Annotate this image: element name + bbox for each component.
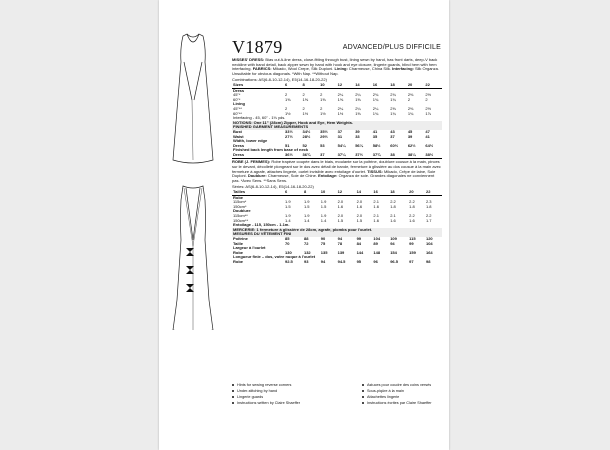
fabrics-label: FABRICS: [252,66,272,72]
table-cell: 2.1 [373,213,379,218]
table-cell: 36½ [285,151,293,157]
french-metrage-table [232,190,442,265]
bullet-icon [232,390,234,392]
bullet-icon [362,396,364,398]
table-cell: 70 [285,240,290,246]
table-cell: 104 [373,235,381,241]
table-cell: 2⅜ [390,105,396,111]
table-cell: 14 [354,83,372,88]
table-cell: 52 [302,142,307,148]
pattern-number: V1879 [232,37,283,57]
row-label: 115cm* [233,199,247,205]
table-cell: 1¾ [372,110,379,116]
table-cell: 2.2 [390,199,396,205]
fabrics-text: Mikado, Wool Crepe, Silk Dupioni. [272,66,334,72]
table-cell: 1.9 [320,199,327,205]
note-text: Under-stitching by hand [237,389,278,393]
table-cell: 45 [407,128,413,134]
table-cell: 36¾ [302,151,311,157]
table-cell: 99 [409,240,414,246]
table-cell: 12 [337,190,356,195]
table-cell: 6 [284,190,303,195]
table-cell: 1.6 [409,217,415,223]
table-cell: 16 [372,83,390,88]
table-cell: 2½ [425,92,431,98]
table-cell: 33½ [285,128,293,134]
table-cell: 72 [303,240,309,246]
table-cell: 130 [285,249,292,255]
note-item [362,400,467,406]
table-cell: 1.5 [356,217,363,223]
table-cell: 1.7 [425,217,432,223]
table-cell: 2.1 [390,213,396,218]
table-cell: 1½ [337,110,344,116]
table-cell: 37 [337,128,343,134]
table-cell: 2 [407,96,411,102]
table-cell: 2.2 [409,213,415,218]
table-cell: 37¼ [337,151,346,157]
table-cell: 41 [425,133,430,139]
lining-label: Lining: [334,66,348,72]
french-title: ROBE (J. FEMMES): [232,159,271,165]
table-cell: 95 [356,258,362,264]
table-cell: 92.5 [285,258,293,264]
row-label: 60"** [233,110,242,116]
table-cell: 144 [356,249,364,255]
table-cell: 2⅜ [407,92,414,98]
table-cell: 154 [390,249,397,255]
table-cell: 43 [390,128,395,134]
interfacing-label: Interfacing: [392,66,414,72]
table-cell: 2.2 [425,213,432,218]
interfacing-text: Silk Organza. Unsuitable for obvious diagonals. [232,66,439,76]
table-cell: 12 [337,83,355,88]
table-cell: 64½ [425,142,434,148]
table-cell: 28½ [302,133,311,139]
bowtie-marker-icon [186,248,194,256]
doublure-label: Doublure: [247,173,267,179]
english-description-text: Bias cut A-line dress, close-fitting through bust, lining sewn by hand, has front darts, deep-V back neckline with band detail, back zipper sewn by hand with hook and eye closure, lingerie guards, blind hem with hem interfacing. [232,57,438,72]
lining-text: Charmeuse, China Silk. [348,66,391,72]
table-cell: 2¼ [355,105,361,111]
table-cell: 35 [372,133,378,139]
table-cell: 1¾ [407,110,414,116]
table-cell: 93 [303,258,309,264]
table-cell: 1.6 [373,203,379,209]
table-cell: 10 [319,83,337,88]
table-cell: 164 [425,249,433,255]
table-cell: 159 [409,249,416,255]
sens-note: *Avec Sens. **Sans Sens. [240,177,288,183]
table-cell: 1⅝ [285,96,291,102]
table-cell: 29½ [320,133,328,139]
english-notes [232,382,337,406]
table-cell: 51 [285,142,290,148]
english-description [232,58,442,76]
table-cell: 37 [390,133,395,139]
nap-note: *With Nap. **Without Nap. [292,70,339,76]
row-label: 60"* [233,96,241,102]
row-label: Robe [233,258,243,264]
table-cell: 94 [390,240,395,246]
row-label: Bust [233,128,242,134]
table-cell: 1¾ [372,96,379,102]
table-cell: 89 [373,240,378,246]
bullet-icon [362,390,364,392]
note-text: Hints for sewing reverse corners [237,383,292,387]
table-cell: 39 [355,128,360,134]
section-label: Width, lower edge [233,138,268,144]
section-label: FINISHED GARMENT MEASUREMENTS [232,125,442,130]
table-cell: 97 [409,258,414,264]
table-cell: 1.8 [390,203,396,209]
row-label: Dress [233,151,245,157]
table-cell: 54¼ [337,142,346,148]
table-cell: 14 [356,190,373,195]
table-cell: 1.6 [356,203,363,209]
table-cell: 1.9 [303,213,310,218]
table-cell: 1.5 [285,203,291,209]
table-cell: 1⅝ [320,96,326,102]
table-cell: 94 [320,258,326,264]
bowtie-marker-icon [186,266,194,274]
table-cell: 35½ [320,128,328,134]
note-item [232,400,337,406]
table-cell: 47 [425,128,430,134]
table-cell: 2¼ [337,92,344,98]
note-text: Sous-piqûre à la main [367,389,404,393]
french-description [232,160,442,183]
table-cell: 2¾ [372,92,379,98]
table-row [232,260,442,265]
table-cell: 18 [389,190,408,195]
table-cell: 1⅝ [355,96,361,102]
tissus-text: Mikado, Crêpe de laine, Soie Dupioni. [232,168,436,179]
table-cell: 85 [285,235,290,241]
note-text: Attachettes lingerie [367,395,400,399]
table-cell: 98 [425,258,431,264]
section-label: MESURES DU VÊTEMENT FINI [232,232,442,237]
table-cell: 38½ [425,151,434,157]
table-cell: 8 [303,190,320,195]
row-label: Dress [233,142,245,148]
table-cell: 2.0 [356,199,363,205]
table-cell: 2 [425,96,428,102]
note-text: Instructions written by Claire Shaeffer [237,401,301,405]
table-cell: 115 [409,235,416,241]
table-cell: 1.9 [320,213,327,218]
back-view-drawing [173,186,213,330]
table-cell: 16 [372,190,389,195]
section-label: Longueur finie – dos, votre nuque à l'ourlet [233,254,316,260]
table-cell: 96 [373,258,378,264]
section-label: Doublure [233,208,251,214]
table-cell: 135 [320,249,328,255]
table-cell: 132 [303,249,311,255]
row-label: Taille [233,240,243,246]
english-title: MISSES' DRESS: [232,57,265,62]
tissus-label: TISSUS: [367,168,383,174]
table-cell: 1¾ [390,110,396,116]
envelope-text [232,58,442,265]
bullet-icon [362,402,364,404]
table-cell: 60½ [390,142,399,148]
table-cell: 94 [337,235,343,241]
table-cell: 148 [373,249,381,255]
table-cell: 38¼ [407,151,416,157]
difficulty-category: ADVANCED/PLUS DIFFICILE [342,44,441,51]
table-cell: 1½ [302,110,309,116]
table-cell: 2.0 [356,213,363,218]
table-cell: 2 [320,105,323,111]
table-cell: 120 [425,235,433,241]
section-label: Interfacing - 45, 60" - 1⅛ yds. [233,115,286,121]
table-cell: 94.5 [337,258,346,264]
english-yardage-table [232,83,442,158]
table-cell: 1.5 [337,217,344,223]
doublure-text: Charmeuse, Soie de Chine. [267,173,317,179]
table-cell: 18 [389,83,407,88]
section-label: Entoilage - 115, 150cm - 1.1m. [233,222,290,228]
table-cell: 38 [390,151,395,157]
row-label: Robe [233,249,243,255]
table-cell: 84 [356,240,362,246]
note-text: Instructions écrites par Claire Shaeffer [367,401,432,405]
table-cell: 2 [302,105,305,111]
table-cell: 2.0 [337,199,344,205]
table-cell: 88 [303,235,309,241]
table-cell: 22 [425,190,442,195]
table-cell: 1½ [285,110,291,116]
table-cell: 1.9 [285,213,291,218]
table-cell: 10 [320,190,337,195]
table-cell: 2.1 [373,199,379,205]
table-cell: 22 [424,83,442,88]
table-cell: 1.8 [425,203,432,209]
garment-line-drawings [159,0,227,330]
row-label: Poitrine [233,235,248,241]
table-cell: 1⅝ [355,110,361,116]
table-cell: 2.0 [337,213,344,218]
table-cell: 99 [356,235,362,241]
table-cell: 1.6 [373,217,379,223]
table-cell: 31 [337,133,343,139]
table-cell: 1.4 [303,217,310,223]
bowtie-marker-icon [186,284,194,292]
front-view-drawing [173,34,213,163]
table-cell: 78 [337,240,343,246]
table-cell: 2 [285,105,288,111]
table-cell: 1⅞ [425,110,431,116]
table-cell: 104 [425,240,433,246]
table-cell: 37¾ [372,151,381,157]
table-cell: 53 [320,142,325,148]
table-cell: 1.8 [409,203,415,209]
row-label: Tailles [232,190,284,195]
table-cell: 1¾ [390,96,396,102]
table-cell: 62½ [407,142,416,148]
table-cell: 2 [302,92,305,98]
section-label: MERCERIE: 1 fermeture à glissière de 28cm, agrafe, plombs pour l'ourlet. [232,228,442,233]
table-cell: 1⅝ [337,96,344,102]
table-cell: 2 [320,92,323,98]
row-label: 45"** [233,105,242,111]
bullet-icon [232,396,234,398]
row-label: Waist [233,133,244,139]
table-cell: 2¼ [372,105,379,111]
table-cell: 1.5 [320,203,327,209]
table-cell: 96.5 [390,258,398,264]
table-cell: 2½ [425,105,431,111]
table-cell: 1½ [320,110,326,116]
section-label: Lining [233,101,245,107]
table-cell: 1.6 [337,203,344,209]
table-cell: 2¼ [355,92,361,98]
section-label: Robe [233,194,243,200]
table-cell: 1.9 [285,199,291,205]
table-cell: 75 [320,240,326,246]
section-label: Finished back length from base of neck [233,147,309,153]
table-cell: 90 [320,235,326,241]
table-cell: 20 [407,83,425,88]
table-cell: 33 [355,133,360,139]
pattern-envelope-back [159,0,449,450]
bullet-icon [232,402,234,404]
section-label: Largeur à l'ourlet [233,245,266,251]
bullet-icon [232,384,234,386]
table-cell: 2¾ [390,92,396,98]
table-cell: 6 [284,83,302,88]
french-description-text: Robe trapèze coupée dans le biais, moulante sur la poitrine, doublure cousue à la main, pinces sur le devant, décolleté plongeant sur le dos avec détail de bande, fermeture à glissière au dos cousue à la main avec fermeture à agrafe, attaches lingerie, ourlet invisible avec entoilage d'ourlet. [232,159,441,174]
table-cell: 139 [337,249,345,255]
section-label: Dress [233,87,245,93]
table-cell: 56¼ [355,142,363,148]
row-label: Sizes [232,83,284,88]
table-cell: 20 [408,190,425,195]
section-label: NOTIONS: One 11" (28cm) Zipper, Hook and Eye, Hem Weights. [232,121,442,126]
table-cell: 41 [372,128,378,134]
table-cell: 1.6 [390,217,396,223]
table-cell: 8 [302,83,320,88]
entoilage-text: Organza de soie. Grandes diagonales ne conviennent pas. [232,173,435,183]
table-cell: 58½ [372,142,381,148]
table-cell: 1.5 [303,203,310,209]
row-label: 150cm** [233,217,249,223]
note-text: Astuces pour coudre des coins versés [367,383,432,387]
table-cell: 2¼ [337,105,344,111]
note-text: Lingerie guards [237,395,264,399]
table-cell: 2.2 [409,199,415,205]
envelope-header [232,36,441,58]
table-cell: 34½ [302,128,311,134]
table-cell: 37 [320,151,325,157]
series-line: Séries: AS(6-8-10-12-14), E5(14-16-18-20-22) [232,184,314,190]
table-cell: 2 [285,92,288,98]
table-cell: 2⅜ [407,105,414,111]
table-cell: 39 [407,133,413,139]
table-cell: 1.4 [285,217,291,223]
table-cell: 37½ [355,151,363,157]
row-label: 150cm* [233,203,247,209]
row-label: 115cm** [233,213,248,218]
table-row [232,153,442,158]
table-cell: 1⅝ [302,96,309,102]
bullet-icon [362,384,364,386]
combinations-line: Combinations: AS(6-8-10-12-14), E5(14-16-18-20-22) [232,77,327,83]
french-notes [362,382,467,406]
row-label: 45"* [233,92,241,98]
table-cell: 1.9 [303,199,310,205]
table-cell: 27½ [285,133,293,139]
entoilage-label: Entoilage: [318,173,338,179]
table-cell: 1.4 [320,217,327,223]
table-cell: 2.3 [425,199,432,205]
table-cell: 109 [390,235,397,241]
